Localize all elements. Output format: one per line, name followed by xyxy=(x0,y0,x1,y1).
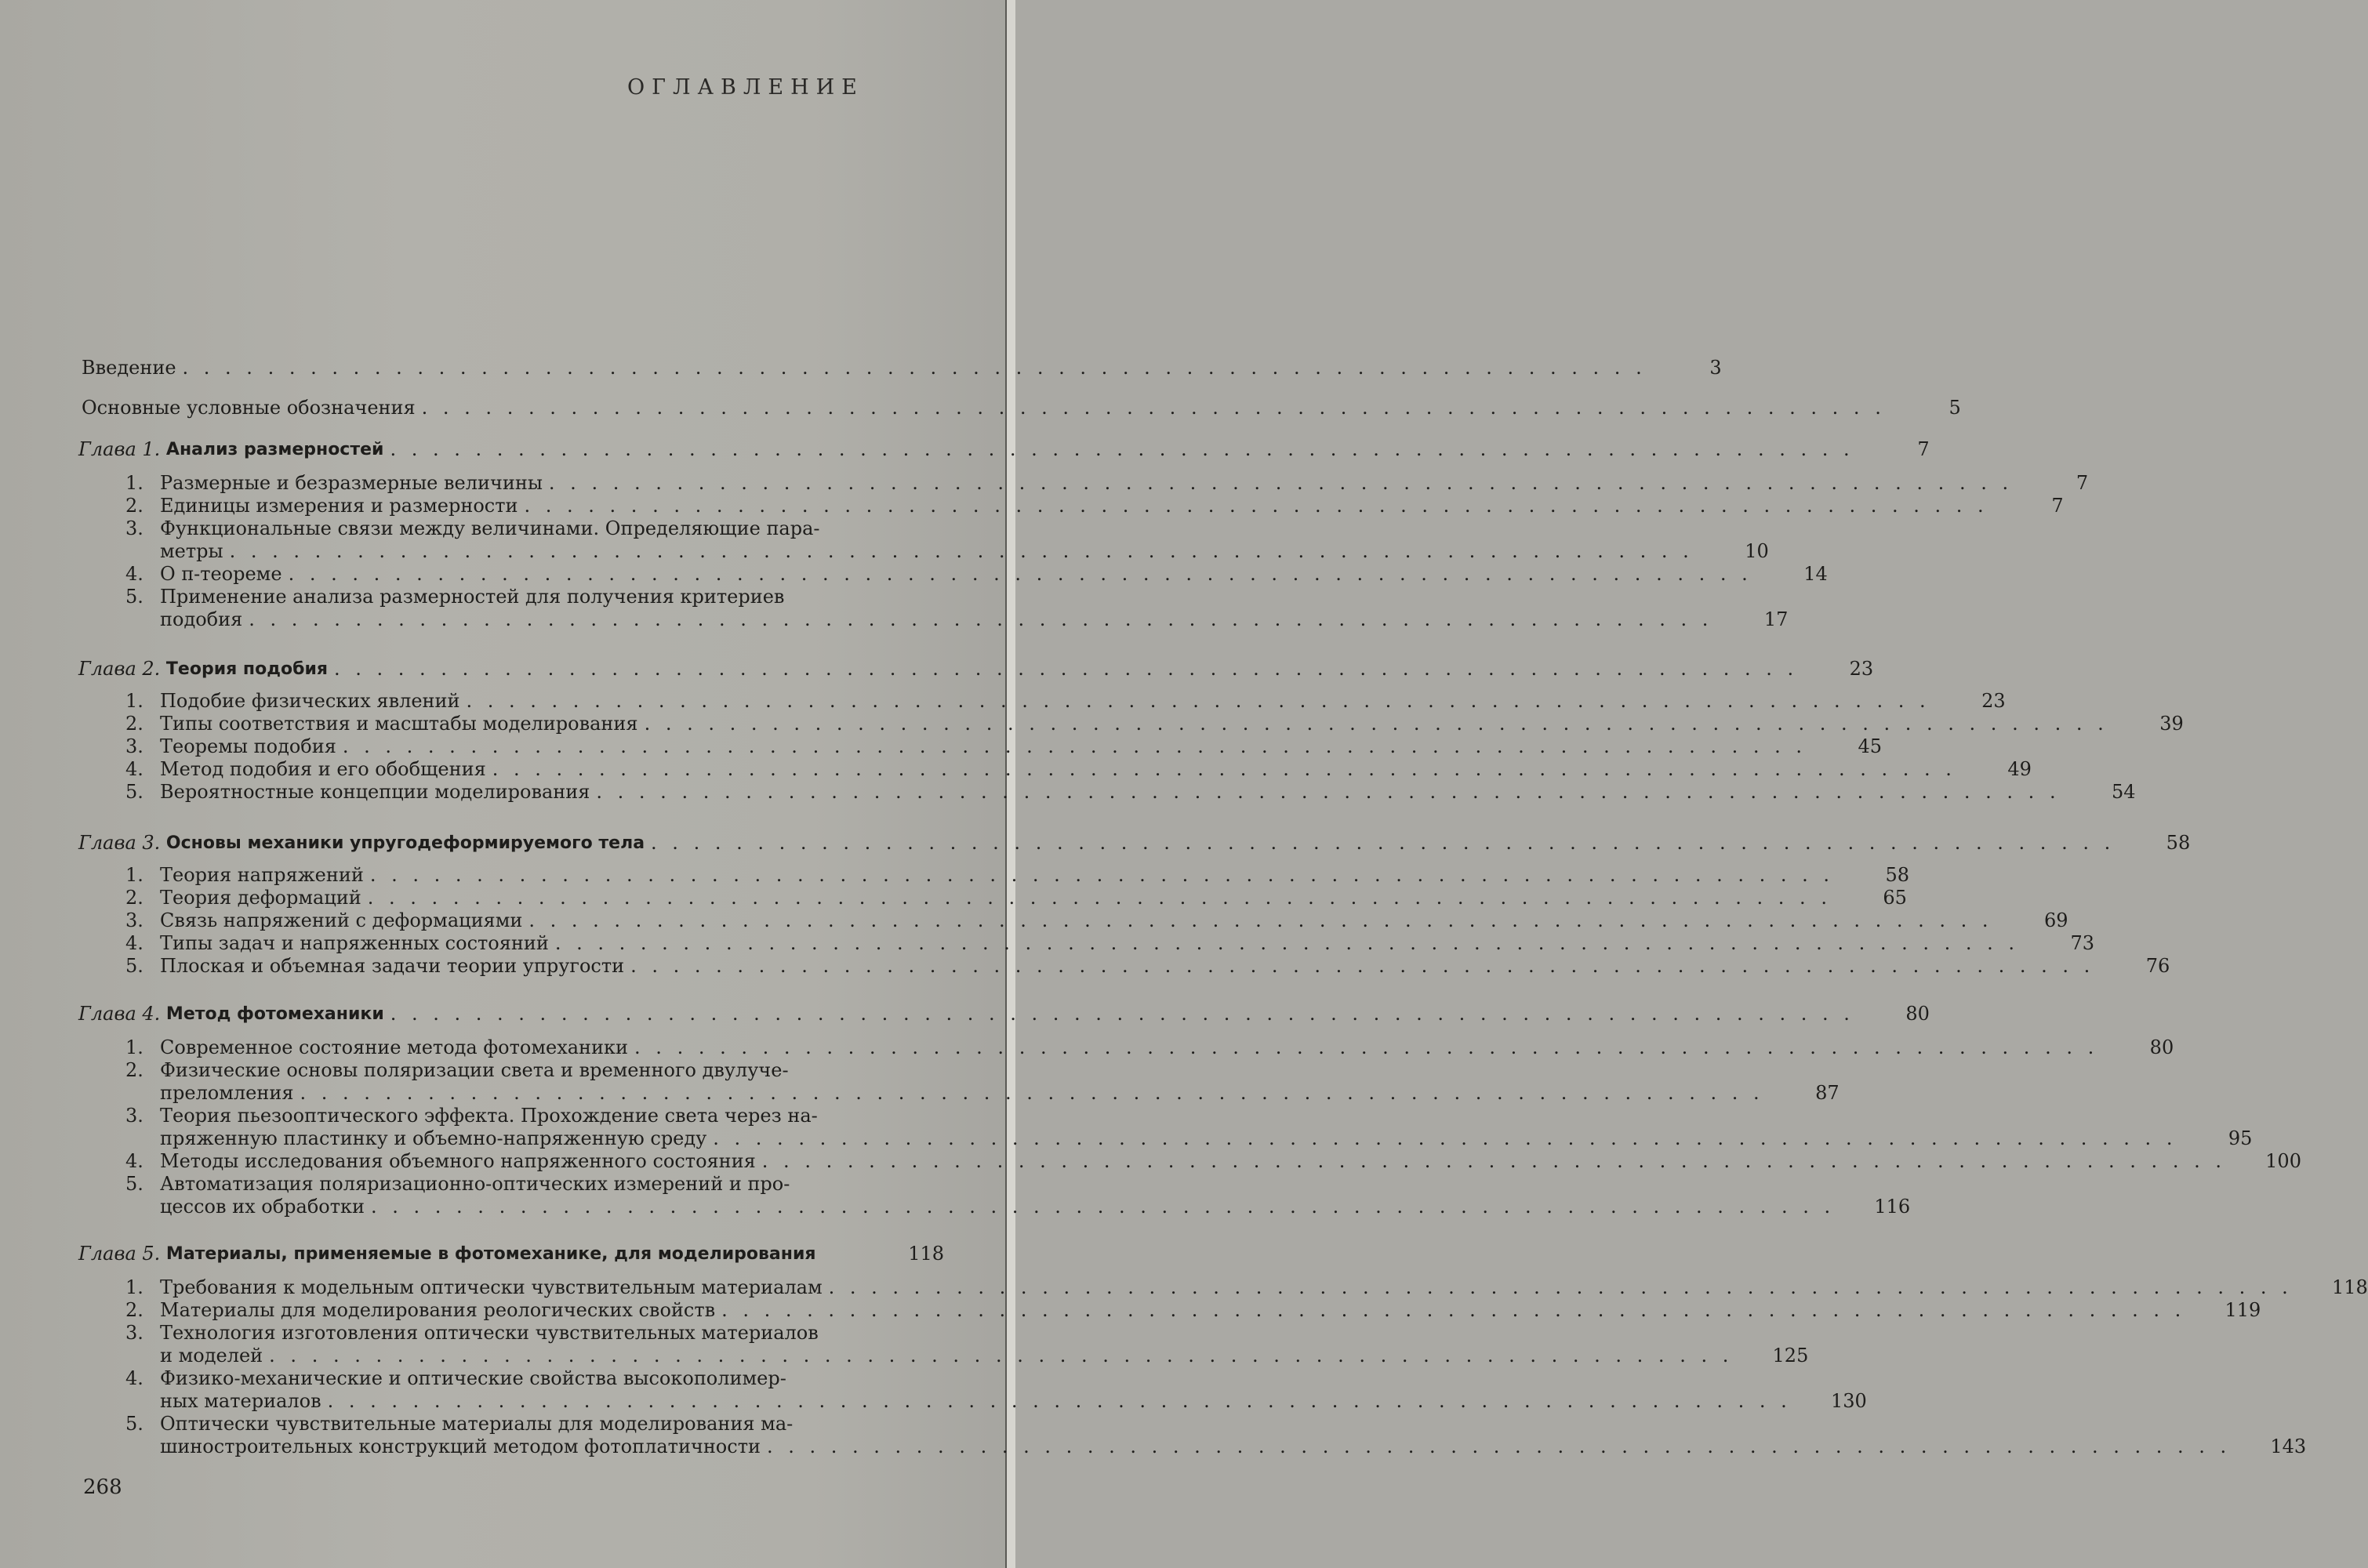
page-number: 54 xyxy=(2112,781,2136,803)
section-entry xyxy=(125,1150,2301,1173)
section-number: 1. xyxy=(125,472,143,494)
entry-line xyxy=(78,832,2115,855)
section-number: 1. xyxy=(125,1036,143,1058)
section-number: 5. xyxy=(125,781,143,803)
chapter-title: Анализ размерностей xyxy=(165,440,384,459)
section-number: 4. xyxy=(125,932,143,954)
page-number: 7 xyxy=(1917,438,1930,460)
section-number: 5. xyxy=(125,1173,143,1195)
section-number: 1. xyxy=(125,1276,143,1298)
entry-text: Введение xyxy=(82,357,176,379)
entry-line xyxy=(78,658,1798,681)
entry-text: Размерные и безразмерные величины xyxy=(160,472,543,494)
section-entry xyxy=(125,1173,1911,1218)
entry-body xyxy=(82,357,1647,379)
chapter-title: Основы механики упругодеформируемого тела xyxy=(165,833,645,853)
entry-line xyxy=(160,864,1834,887)
section-entry xyxy=(125,690,2006,713)
entry-body xyxy=(160,495,1988,517)
entry-text: Связь напряжений с деформациями xyxy=(160,909,523,931)
entry-line xyxy=(160,1105,2177,1127)
page-number: 39 xyxy=(2159,713,2184,735)
dot-leader xyxy=(230,540,1694,563)
chapter-heading xyxy=(78,832,2191,855)
entry-body xyxy=(160,586,1712,631)
entry-line xyxy=(160,1413,2231,1436)
chapter-label: Глава 3. xyxy=(78,832,166,854)
dot-leader xyxy=(249,608,1712,631)
page-number: 116 xyxy=(1874,1196,1911,1218)
entry-line xyxy=(78,1243,869,1265)
entry-line xyxy=(160,735,1807,758)
page-heading: ОГЛАВЛЕНИЕ xyxy=(627,75,864,100)
section-number: 4. xyxy=(125,563,143,585)
entry-line xyxy=(78,438,1854,461)
entry-body xyxy=(78,438,1854,461)
section-number: 4. xyxy=(125,1150,143,1172)
entry-line xyxy=(160,608,1712,631)
chapter-heading xyxy=(78,658,1874,681)
section-entry xyxy=(125,864,1910,887)
dot-leader xyxy=(422,397,1886,419)
dot-leader xyxy=(721,1299,2185,1322)
section-entry xyxy=(125,932,2095,955)
page-number: 69 xyxy=(2044,909,2068,931)
page-number: 17 xyxy=(1763,608,1789,630)
dot-leader xyxy=(630,955,2094,978)
section-number: 3. xyxy=(125,909,143,931)
section-number: 2. xyxy=(125,713,143,735)
section-entry xyxy=(125,1367,1867,1413)
page-number: 58 xyxy=(2166,832,2191,854)
entry-body xyxy=(78,1243,869,1265)
chapter-label: Глава 1. xyxy=(78,438,166,460)
page-number: 76 xyxy=(2145,955,2170,977)
section-number: 3. xyxy=(125,517,143,539)
section-entry xyxy=(125,1036,2174,1059)
entry-body xyxy=(78,658,1798,681)
entry-body xyxy=(82,397,1886,419)
entry-line xyxy=(160,472,2013,495)
entry-body xyxy=(160,472,2013,495)
entry-text: Единицы измерения и размерности xyxy=(160,495,518,517)
dot-leader xyxy=(651,832,2115,855)
page-number: 7 xyxy=(2051,495,2064,517)
entry-text: Физико-механические и оптические свойства высокополимер- xyxy=(160,1367,786,1389)
entry-line xyxy=(160,1196,1835,1218)
section-number: 3. xyxy=(125,1105,143,1127)
dot-leader xyxy=(467,690,1930,713)
section-entry xyxy=(125,1276,2368,1299)
dot-leader xyxy=(767,1436,2231,1458)
entry-text: Технология изготовления оптически чувствительных материалов xyxy=(160,1322,819,1344)
toc-entry xyxy=(82,357,1722,379)
entry-line xyxy=(160,540,1694,563)
section-entry xyxy=(125,758,2032,781)
dot-leader xyxy=(390,438,1854,461)
entry-line xyxy=(160,1127,2177,1150)
page-number: 23 xyxy=(1981,690,2006,712)
entry-body xyxy=(160,781,2061,804)
entry-text: Плоская и объемная задачи теории упругости xyxy=(160,955,625,977)
section-entry xyxy=(125,495,2064,517)
entry-body xyxy=(160,1322,1733,1367)
entry-text: ных материалов xyxy=(160,1390,321,1412)
section-number: 4. xyxy=(125,758,143,780)
section-entry xyxy=(125,781,2136,804)
dot-leader xyxy=(328,1390,1792,1413)
entry-line xyxy=(160,955,2094,978)
page-folio: 268 xyxy=(83,1475,122,1499)
section-entry xyxy=(125,887,1907,909)
section-entry xyxy=(125,1105,2253,1150)
entry-text: Типы соответствия и масштабы моделирования xyxy=(160,713,638,735)
dot-leader xyxy=(634,1036,2098,1059)
page-number: 125 xyxy=(1772,1345,1809,1367)
dot-leader xyxy=(713,1127,2177,1150)
page-number: 119 xyxy=(2225,1299,2261,1321)
entry-text: Теория напряжений xyxy=(160,864,364,886)
page-number: 80 xyxy=(1905,1003,1930,1025)
section-number: 3. xyxy=(125,1322,143,1344)
page-number: 100 xyxy=(2265,1150,2301,1172)
entry-line xyxy=(160,1059,1764,1082)
entry-body xyxy=(160,758,1956,781)
section-number: 2. xyxy=(125,1059,143,1081)
dot-leader xyxy=(525,495,1988,517)
entry-line xyxy=(160,1036,2098,1059)
entry-body xyxy=(160,1299,2185,1322)
entry-line xyxy=(160,1082,1764,1105)
entry-body xyxy=(160,1173,1835,1218)
entry-body xyxy=(78,1003,1854,1025)
section-entry xyxy=(125,955,2170,978)
section-number: 2. xyxy=(125,1299,143,1321)
entry-line xyxy=(160,1436,2231,1458)
dot-leader xyxy=(528,909,1992,932)
entry-body xyxy=(160,690,1930,713)
entry-body xyxy=(160,864,1834,887)
page-number: 58 xyxy=(1885,864,1910,886)
chapter-label: Глава 4. xyxy=(78,1003,166,1025)
page-number: 87 xyxy=(1815,1082,1840,1104)
section-entry xyxy=(125,735,1883,758)
chapter-title: Материалы, применяемые в фотомеханике, для моделирования xyxy=(165,1244,816,1264)
entry-body xyxy=(160,713,2108,735)
entry-text: Метод подобия и его обобщения xyxy=(160,758,486,780)
entry-text: метры xyxy=(160,540,223,562)
chapter-label: Глава 2. xyxy=(78,658,166,680)
entry-text: Материалы для моделирования реологических свойств xyxy=(160,1299,716,1321)
entry-body xyxy=(160,1059,1764,1105)
toc-entry xyxy=(82,397,1961,419)
chapter-title: Теория подобия xyxy=(165,659,329,679)
section-number: 2. xyxy=(125,887,143,909)
section-number: 1. xyxy=(125,864,143,886)
section-entry xyxy=(125,1413,2307,1458)
page-number: 130 xyxy=(1830,1390,1867,1412)
section-number: 4. xyxy=(125,1367,143,1389)
entry-line xyxy=(82,357,1647,379)
dot-leader xyxy=(645,713,2108,735)
entry-line xyxy=(160,517,1694,540)
entry-body xyxy=(160,955,2094,978)
section-number: 5. xyxy=(125,586,143,608)
entry-text: Основные условные обозначения xyxy=(82,397,416,419)
section-entry xyxy=(125,1299,2261,1322)
entry-text: Подобие физических явлений xyxy=(160,690,460,712)
entry-text: Применение анализа размерностей для получения критериев xyxy=(160,586,785,608)
entry-line xyxy=(160,932,2019,955)
entry-line xyxy=(78,1003,1854,1025)
entry-line xyxy=(160,1173,1835,1196)
page-number: 3 xyxy=(1709,357,1722,379)
entry-text: Функциональные связи между величинами. Определяющие пара- xyxy=(160,517,820,539)
dot-leader xyxy=(343,735,1807,758)
page-number: 65 xyxy=(1883,887,1907,909)
entry-line xyxy=(82,397,1886,419)
entry-line xyxy=(160,758,1956,781)
section-entry xyxy=(125,586,1789,631)
entry-body xyxy=(78,832,2115,855)
entry-text: Требования к модельным оптически чувствительным материалам xyxy=(160,1276,823,1298)
dot-leader xyxy=(555,932,2019,955)
entry-text: Методы исследования объемного напряженного состояния xyxy=(160,1150,756,1172)
section-entry xyxy=(125,1059,1840,1105)
entry-line xyxy=(160,1390,1792,1413)
section-number: 5. xyxy=(125,1413,143,1435)
section-number: 2. xyxy=(125,495,143,517)
entry-text: преломления xyxy=(160,1082,294,1104)
page-number: 10 xyxy=(1745,540,1769,562)
page-number: 23 xyxy=(1849,658,1874,680)
entry-text: шиностроительных конструкций методом фотоплатичности xyxy=(160,1436,761,1457)
dot-leader xyxy=(300,1082,1764,1105)
dot-leader xyxy=(370,864,1834,887)
entry-body xyxy=(160,1036,2098,1059)
section-entry xyxy=(125,713,2184,735)
page-number: 14 xyxy=(1803,563,1828,585)
section-number: 1. xyxy=(125,690,143,712)
entry-body xyxy=(160,563,1752,586)
entry-body xyxy=(160,1276,2293,1299)
entry-text: пряженную пластинку и объемно-напряженную среду xyxy=(160,1127,707,1149)
entry-text: и моделей xyxy=(160,1345,263,1367)
section-number: 5. xyxy=(125,955,143,977)
entry-text: Теоремы подобия xyxy=(160,735,336,757)
dot-leader xyxy=(334,658,1798,681)
chapter-heading xyxy=(78,1243,944,1265)
entry-line xyxy=(160,1345,1733,1367)
entry-line xyxy=(160,1322,1733,1345)
entry-line xyxy=(160,781,2061,804)
entry-text: Вероятностные концепции моделирования xyxy=(160,781,590,803)
entry-line xyxy=(160,1299,2185,1322)
page-number: 95 xyxy=(2228,1127,2253,1149)
dot-leader xyxy=(371,1196,1835,1218)
page-number: 80 xyxy=(2149,1036,2174,1058)
section-entry xyxy=(125,909,2068,932)
entry-line xyxy=(160,887,1832,909)
page-number: 5 xyxy=(1949,397,1961,419)
entry-text: Автоматизация поляризационно-оптических измерений и про- xyxy=(160,1173,790,1195)
dot-leader xyxy=(269,1345,1733,1367)
page-number: 45 xyxy=(1858,735,1883,757)
dot-leader xyxy=(492,758,1956,781)
entry-text: Физические основы поляризации света и временного двулуче- xyxy=(160,1059,789,1081)
entry-line xyxy=(160,495,1988,517)
entry-body xyxy=(160,735,1807,758)
section-number: 3. xyxy=(125,735,143,757)
entry-body xyxy=(160,887,1832,909)
section-entry xyxy=(125,1322,1809,1367)
page-number: 7 xyxy=(2076,472,2089,494)
entry-line xyxy=(160,1367,1792,1390)
page-number: 118 xyxy=(2331,1276,2368,1298)
entry-text: Типы задач и напряженных состояний xyxy=(160,932,549,954)
entry-line xyxy=(160,1150,2226,1173)
chapter-title: Метод фотомеханики xyxy=(165,1004,384,1024)
dot-leader xyxy=(183,357,1647,379)
entry-body xyxy=(160,1367,1792,1413)
page-number: 73 xyxy=(2070,932,2095,954)
entry-body xyxy=(160,909,1993,932)
entry-line xyxy=(160,909,1993,932)
entry-text: Современное состояние метода фотомеханики xyxy=(160,1036,629,1058)
chapter-label: Глава 5. xyxy=(78,1243,166,1265)
dot-leader xyxy=(596,781,2060,804)
entry-text: цессов их обработки xyxy=(160,1196,365,1218)
entry-body xyxy=(160,517,1694,563)
dot-leader xyxy=(762,1150,2226,1173)
section-entry xyxy=(125,563,1828,586)
entry-text: Оптически чувствительные материалы для моделирования ма- xyxy=(160,1413,794,1435)
entry-line xyxy=(160,690,1930,713)
entry-line xyxy=(160,713,2108,735)
page-number: 118 xyxy=(908,1243,944,1265)
entry-body xyxy=(160,1150,2226,1173)
page-number: 49 xyxy=(2007,758,2032,780)
section-entry xyxy=(125,472,2089,495)
dot-leader xyxy=(289,563,1752,586)
dot-leader xyxy=(368,887,1832,909)
entry-text: О π-теореме xyxy=(160,563,282,585)
section-entry xyxy=(125,517,1769,563)
entry-text: подобия xyxy=(160,608,243,630)
entry-text: Теория деформаций xyxy=(160,887,361,909)
entry-line xyxy=(160,1276,2293,1299)
chapter-heading xyxy=(78,438,1930,461)
entry-line xyxy=(160,563,1752,586)
entry-body xyxy=(160,1105,2177,1150)
entry-body xyxy=(160,1413,2231,1458)
entry-text: Теория пьезооптического эффекта. Прохождение света через на- xyxy=(160,1105,818,1127)
dot-leader xyxy=(829,1276,2293,1299)
dot-leader xyxy=(549,472,2013,495)
entry-body xyxy=(160,932,2019,955)
chapter-heading xyxy=(78,1003,1930,1025)
dot-leader xyxy=(390,1003,1854,1025)
page-number: 143 xyxy=(2270,1436,2307,1457)
entry-line xyxy=(160,586,1712,608)
